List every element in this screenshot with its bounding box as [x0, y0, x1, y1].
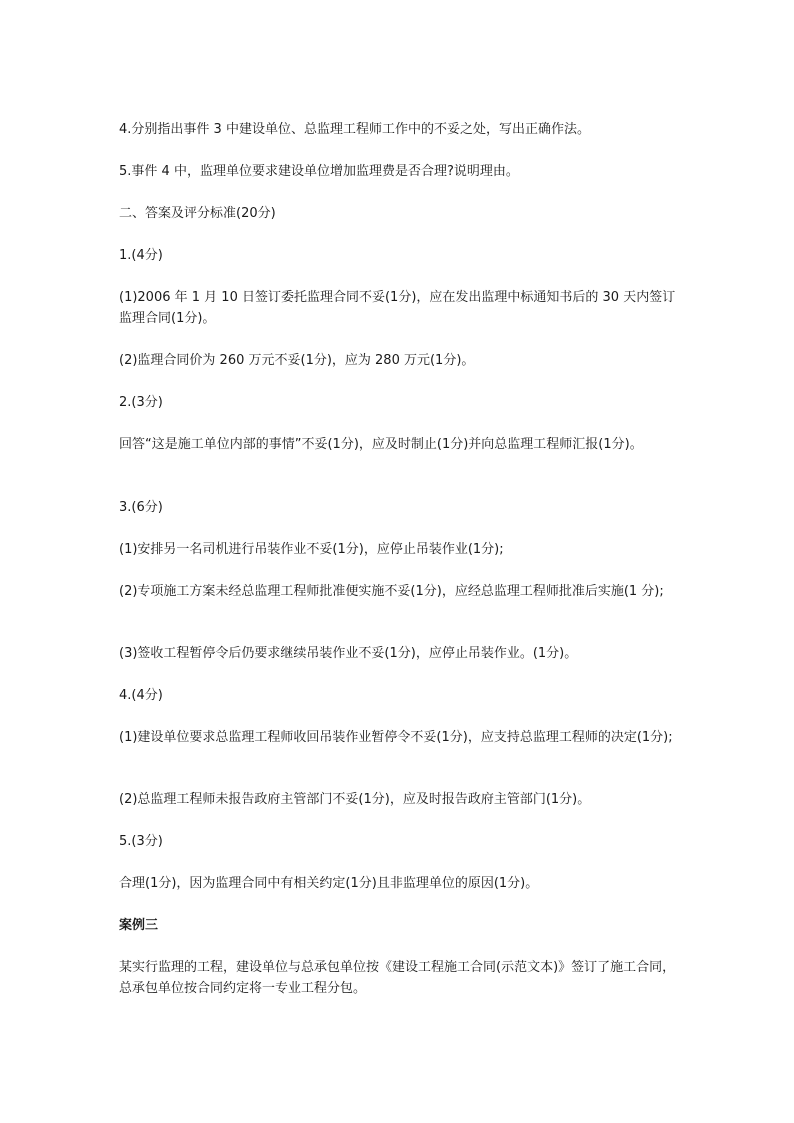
answer-1-heading: 1.(4分) — [119, 248, 163, 263]
answer-5-text: 合理(1分)，因为监理合同中有相关约定(1分)且非监理单位的原因(1分)。 — [119, 876, 539, 891]
answer-2-text: 回答“这是施工单位内部的事情”不妥(1分)，应及时制止(1分)并向总监理工程师汇报(1分)。 — [119, 437, 643, 452]
case-three-intro: 某实行监理的工程，建设单位与总承包单位按《建设工程施工合同(示范文本)》签订了施工合同，总承包单位按合同约定将一专业工程分包。 — [119, 960, 676, 996]
answer-2-heading: 2.(3分) — [119, 395, 163, 410]
case-three-heading: 案例三 — [119, 918, 159, 933]
answer-1-item-2: (2)监理合同价为 260 万元不妥(1分)，应为 280 万元(1分)。 — [119, 353, 475, 368]
answer-4-item-2: (2)总监理工程师未报告政府主管部门不妥(1分)，应及时报告政府主管部门(1分)。 — [119, 792, 591, 807]
answer-4-item-1: (1)建设单位要求总监理工程师收回吊装作业暂停令不妥(1分)，应支持总监理工程师的决定(1分); — [119, 730, 673, 745]
answer-3-heading: 3.(6分) — [119, 500, 163, 515]
answer-1-item-1: (1)2006 年 1 月 10 日签订委托监理合同不妥(1分)，应在发出监理中标通知书后的 30 天内签订监理合同(1分)。 — [119, 290, 676, 326]
answer-4-heading: 4.(4分) — [119, 688, 163, 703]
answer-5-heading: 5.(3分) — [119, 834, 163, 849]
answer-3-item-3: (3)签收工程暂停令后仍要求继续吊装作业不妥(1分)，应停止吊装作业。(1分)。 — [119, 646, 578, 661]
answer-3-item-1: (1)安排另一名司机进行吊装作业不妥(1分)，应停止吊装作业(1分); — [119, 542, 504, 557]
question-5-text: 5.事件 4 中，监理单位要求建设单位增加监理费是否合理?说明理由。 — [119, 164, 519, 179]
answer-3-item-2: (2)专项施工方案未经总监理工程师批准便实施不妥(1分)，应经总监理工程师批准后实施(1 分); — [119, 584, 664, 599]
question-4-text: 4.分别指出事件 3 中建设单位、总监理工程师工作中的不妥之处，写出正确作法。 — [119, 122, 590, 137]
answers-section-heading: 二、答案及评分标准(20分) — [119, 206, 276, 221]
